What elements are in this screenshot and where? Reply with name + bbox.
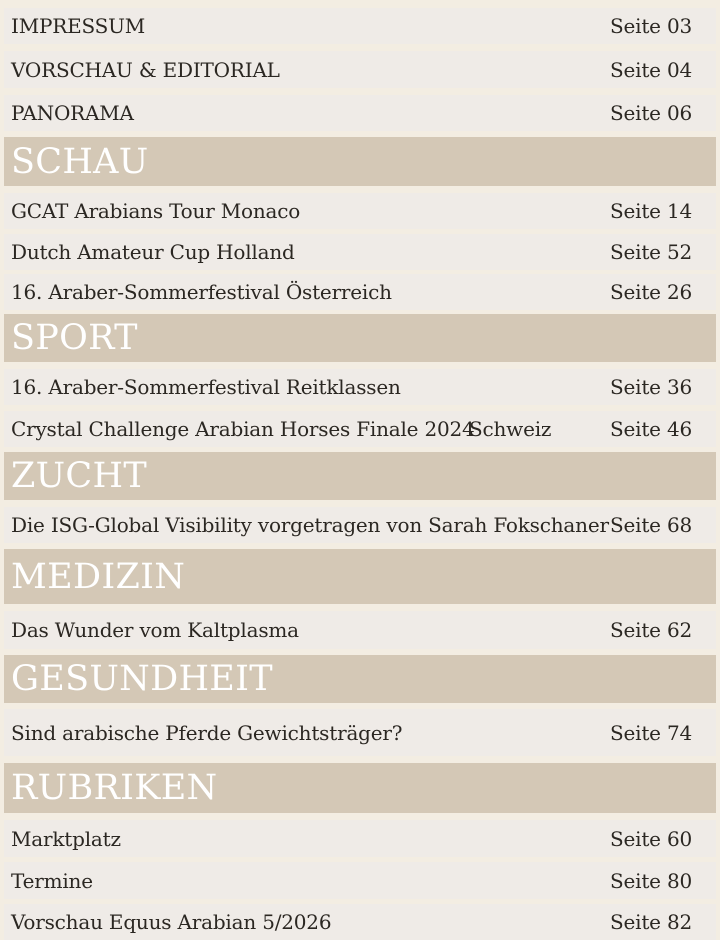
toc-entry[interactable] [4,820,716,857]
entry-page: Seite 80 [610,868,693,893]
section-title: ZUCHT [11,456,147,496]
entry-title: Dutch Amateur Cup Holland [11,240,295,264]
toc-entry[interactable] [4,611,716,649]
entry-page: Seite 62 [610,618,693,642]
toc-entry-impressum[interactable] [4,8,716,44]
toc-entry[interactable] [4,862,716,899]
section-heading-rubriken [4,763,716,813]
toc-entry-vorschau-editorial[interactable] [4,51,716,88]
entry-page: Seite 14 [610,199,693,223]
entry-title: PANORAMA [11,101,134,125]
section-heading-gesundheit [4,655,716,703]
entry-title: GCAT Arabians Tour Monaco [11,199,301,223]
entry-title: IMPRESSUM [11,14,146,38]
entry-title: Die ISG-Global Visibility vorgetragen von Sarah Fokschaner [11,513,609,537]
entry-title: Sind arabische Pferde Gewichtsträger? [11,720,403,745]
section-title: SPORT [11,318,138,358]
toc-entry[interactable] [4,234,716,270]
section-title: GESUNDHEIT [11,659,273,699]
entry-page: Seite 26 [610,280,693,304]
toc-entry[interactable] [4,274,716,310]
entry-page: Seite 74 [610,720,693,745]
section-heading-zucht [4,452,716,500]
entry-page: Seite 03 [610,14,693,38]
section-title: RUBRIKEN [11,768,218,808]
toc-entry[interactable] [4,709,716,756]
entry-page: Seite 60 [610,826,693,851]
toc-entry[interactable] [4,193,716,229]
entry-title: Das Wunder vom Kaltplasma [11,618,299,642]
toc-entry[interactable] [4,904,716,940]
section-heading-medizin [4,549,716,604]
entry-title: Marktplatz [11,826,121,851]
entry-page: Seite 68 [610,513,693,537]
section-title: MEDIZIN [11,556,186,597]
toc-entry-panorama[interactable] [4,95,716,131]
entry-page: Seite 46 [610,417,693,441]
section-title: SCHAU [11,141,149,182]
entry-page: Seite 04 [610,57,693,82]
entry-title: 16. Araber-Sommerfestival Reitklassen [11,375,401,399]
toc-entry[interactable] [4,411,716,447]
entry-page: Seite 52 [610,240,693,264]
section-heading-sport [4,314,716,362]
entry-country: Schweiz [469,417,552,441]
entry-title: VORSCHAU & EDITORIAL [11,57,280,82]
entry-page: Seite 06 [610,101,693,125]
entry-title: Crystal Challenge Arabian Horses Finale 2024 [11,417,475,441]
section-heading-schau [4,137,716,186]
entry-page: Seite 36 [610,375,693,399]
entry-title: Termine [11,868,93,893]
entry-page: Seite 82 [610,910,693,934]
entry-title: Vorschau Equus Arabian 5/2026 [11,910,332,934]
toc-entry[interactable] [4,507,716,543]
toc-entry[interactable] [4,369,716,405]
entry-title: 16. Araber-Sommerfestival Österreich [11,280,392,304]
